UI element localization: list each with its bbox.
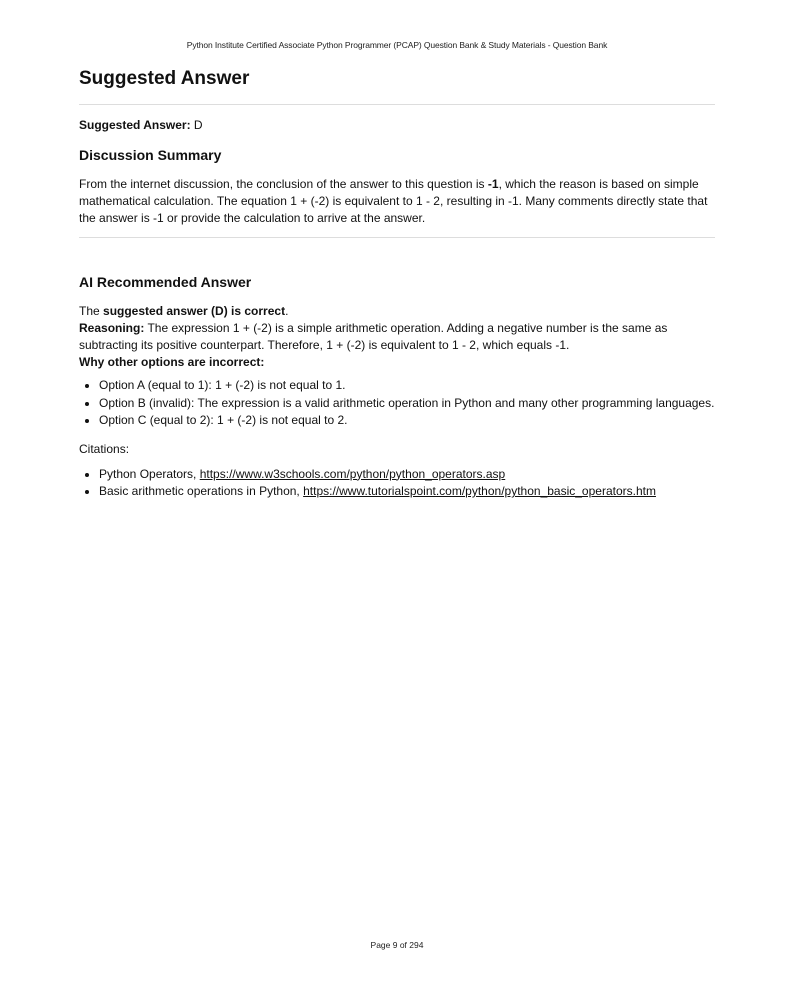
suggested-answer-value: D [193, 118, 203, 132]
ai-answer-block [79, 303, 715, 371]
citation-item [99, 483, 715, 501]
ai-intro-suffix: . [285, 304, 289, 318]
discussion-summary-heading: Discussion Summary [79, 147, 222, 163]
citation-link[interactable]: https://www.tutorialspoint.com/python/python_basic_operators.htm [303, 484, 656, 498]
ai-recommended-heading: AI Recommended Answer [79, 274, 252, 290]
discussion-summary-text [79, 176, 715, 227]
page-header: Python Institute Certified Associate Python Programmer (PCAP) Question Bank & Study Materials - Question Bank [186, 40, 608, 50]
page-title: Suggested Answer [79, 68, 250, 89]
ai-intro-bold: suggested answer (D) is correct [103, 304, 286, 318]
citation-link[interactable]: https://www.w3schools.com/python/python_operators.asp [199, 466, 506, 481]
discussion-text-end: , which the reason is based on simple mathematical calculation. The equation 1 + (-2) is equivalent to 1 - 2, resulting in -1. Many comments directly state that the answer is -1 or provide the calculation to arrive at the answer. [79, 177, 708, 225]
list-item: • Option B (invalid): The expression is a valid arithmetic operation in Python and many other programming languages. [99, 395, 715, 413]
citations-list [79, 466, 715, 501]
page-number: Page 9 of 294 [370, 940, 424, 950]
ai-intro [79, 303, 715, 320]
discussion-answer-bold: -1 [487, 177, 499, 191]
citation-label: Basic arithmetic operations in Python, [99, 484, 304, 498]
list-item: • Option C (equal to 2): 1 + (-2) is not equal to 2. [99, 412, 715, 430]
citations-label: Citations: [79, 441, 130, 456]
reasoning-label: Reasoning: [79, 321, 145, 335]
main-content [79, 66, 715, 501]
why-incorrect-heading [79, 354, 715, 371]
suggested-answer-label: Suggested Answer: [79, 118, 191, 132]
citation-item [99, 466, 715, 484]
citation-label: Python Operators, [99, 466, 200, 481]
list-item: • Option A (equal to 1): 1 + (-2) is not equal to 1. [99, 377, 715, 395]
incorrect-options-list [79, 377, 715, 430]
ai-reasoning [79, 320, 715, 354]
discussion-text-start: From the internet discussion, the conclusion of the answer to this question is [79, 177, 488, 191]
suggested-answer-line [79, 117, 715, 133]
why-incorrect-label: Why other options are incorrect: [79, 355, 265, 369]
divider [79, 237, 715, 238]
divider [79, 104, 715, 105]
ai-intro-prefix: The [79, 304, 104, 318]
reasoning-text: The expression 1 + (-2) is a simple arithmetic operation. Adding a negative number is the same as subtracting its positive counterpart. Therefore, 1 + (-2) is equivalent to 1 - 2, which equals -1. [79, 321, 668, 352]
